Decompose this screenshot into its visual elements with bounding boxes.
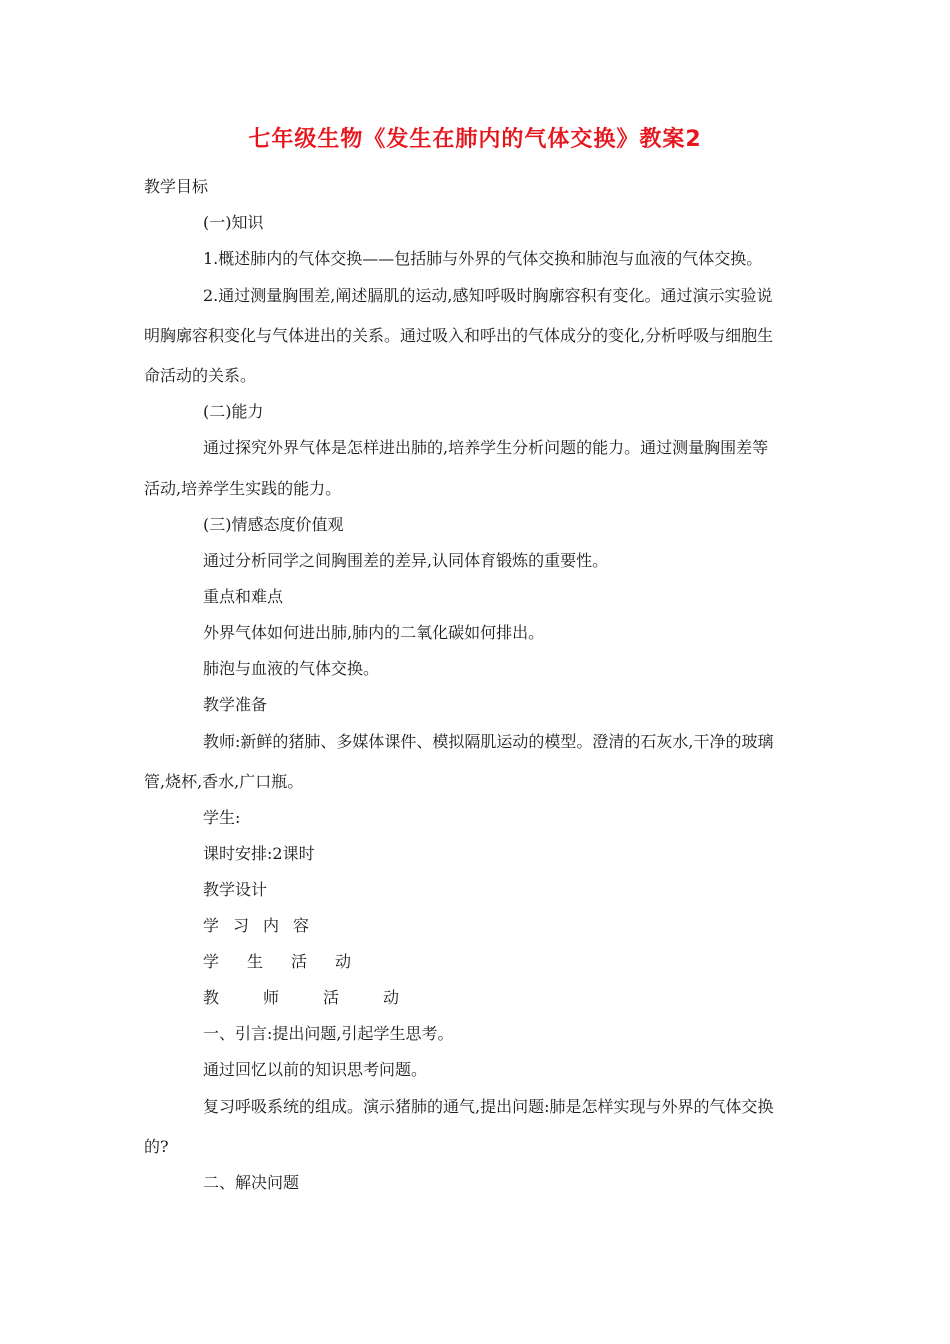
paragraph-line: 1.概述肺内的气体交换——包括肺与外界的气体交换和肺泡与血液的气体交换。 [203, 249, 763, 268]
paragraph-line: 一、引言:提出问题,引起学生思考。 [203, 1024, 454, 1043]
paragraph-line: 命活动的关系。 [144, 366, 257, 385]
paragraph-line: 的? [144, 1137, 169, 1156]
subheading-attitude: (三)情感态度价值观 [203, 515, 344, 534]
paragraph-line: 明胸廓容积变化与气体进出的关系。通过吸入和呼出的气体成分的变化,分析呼吸与细胞生 [144, 326, 774, 345]
paragraph-line: 管,烧杯,香水,广口瓶。 [144, 772, 304, 791]
paragraph-line: 教师:新鲜的猪肺、多媒体课件、模拟隔肌运动的模型。澄清的石灰水,干净的玻璃 [203, 732, 774, 751]
paragraph-line: 活动,培养学生实践的能力。 [144, 479, 342, 498]
heading-key-points: 重点和难点 [203, 587, 284, 606]
paragraph-line: 通过分析同学之间胸围差的差异,认同体育锻炼的重要性。 [203, 551, 609, 570]
heading-teaching-goals: 教学目标 [144, 177, 209, 196]
column-header-student: 学生活动 [203, 952, 380, 971]
subheading-knowledge: (一)知识 [203, 213, 264, 232]
paragraph-line: 课时安排:2课时 [203, 844, 315, 863]
paragraph-line: 外界气体如何进出肺,肺内的二氧化碳如何排出。 [203, 623, 545, 642]
heading-solve-problem: 二、解决问题 [203, 1173, 300, 1192]
paragraph-line: 学生: [203, 808, 241, 827]
paragraph-line: 复习呼吸系统的组成。演示猪肺的通气,提出问题:肺是怎样实现与外界的气体交换 [203, 1097, 774, 1116]
heading-preparation: 教学准备 [203, 695, 268, 714]
paragraph-line: 通过探究外界气体是怎样进出肺的,培养学生分析问题的能力。通过测量胸围差等 [203, 438, 769, 457]
heading-teaching-design: 教学设计 [203, 880, 268, 899]
column-header-content: 学习内容 [203, 916, 324, 935]
column-header-teacher: 教师活动 [203, 988, 444, 1007]
document-title: 七年级生物《发生在肺内的气体交换》教案2 [248, 127, 702, 152]
paragraph-line: 肺泡与血液的气体交换。 [203, 659, 380, 678]
paragraph-line: 2.通过测量胸围差,阐述膈肌的运动,感知呼吸时胸廓容积有变化。通过演示实验说 [203, 286, 773, 305]
paragraph-line: 通过回忆以前的知识思考问题。 [203, 1060, 428, 1079]
subheading-ability: (二)能力 [203, 402, 264, 421]
